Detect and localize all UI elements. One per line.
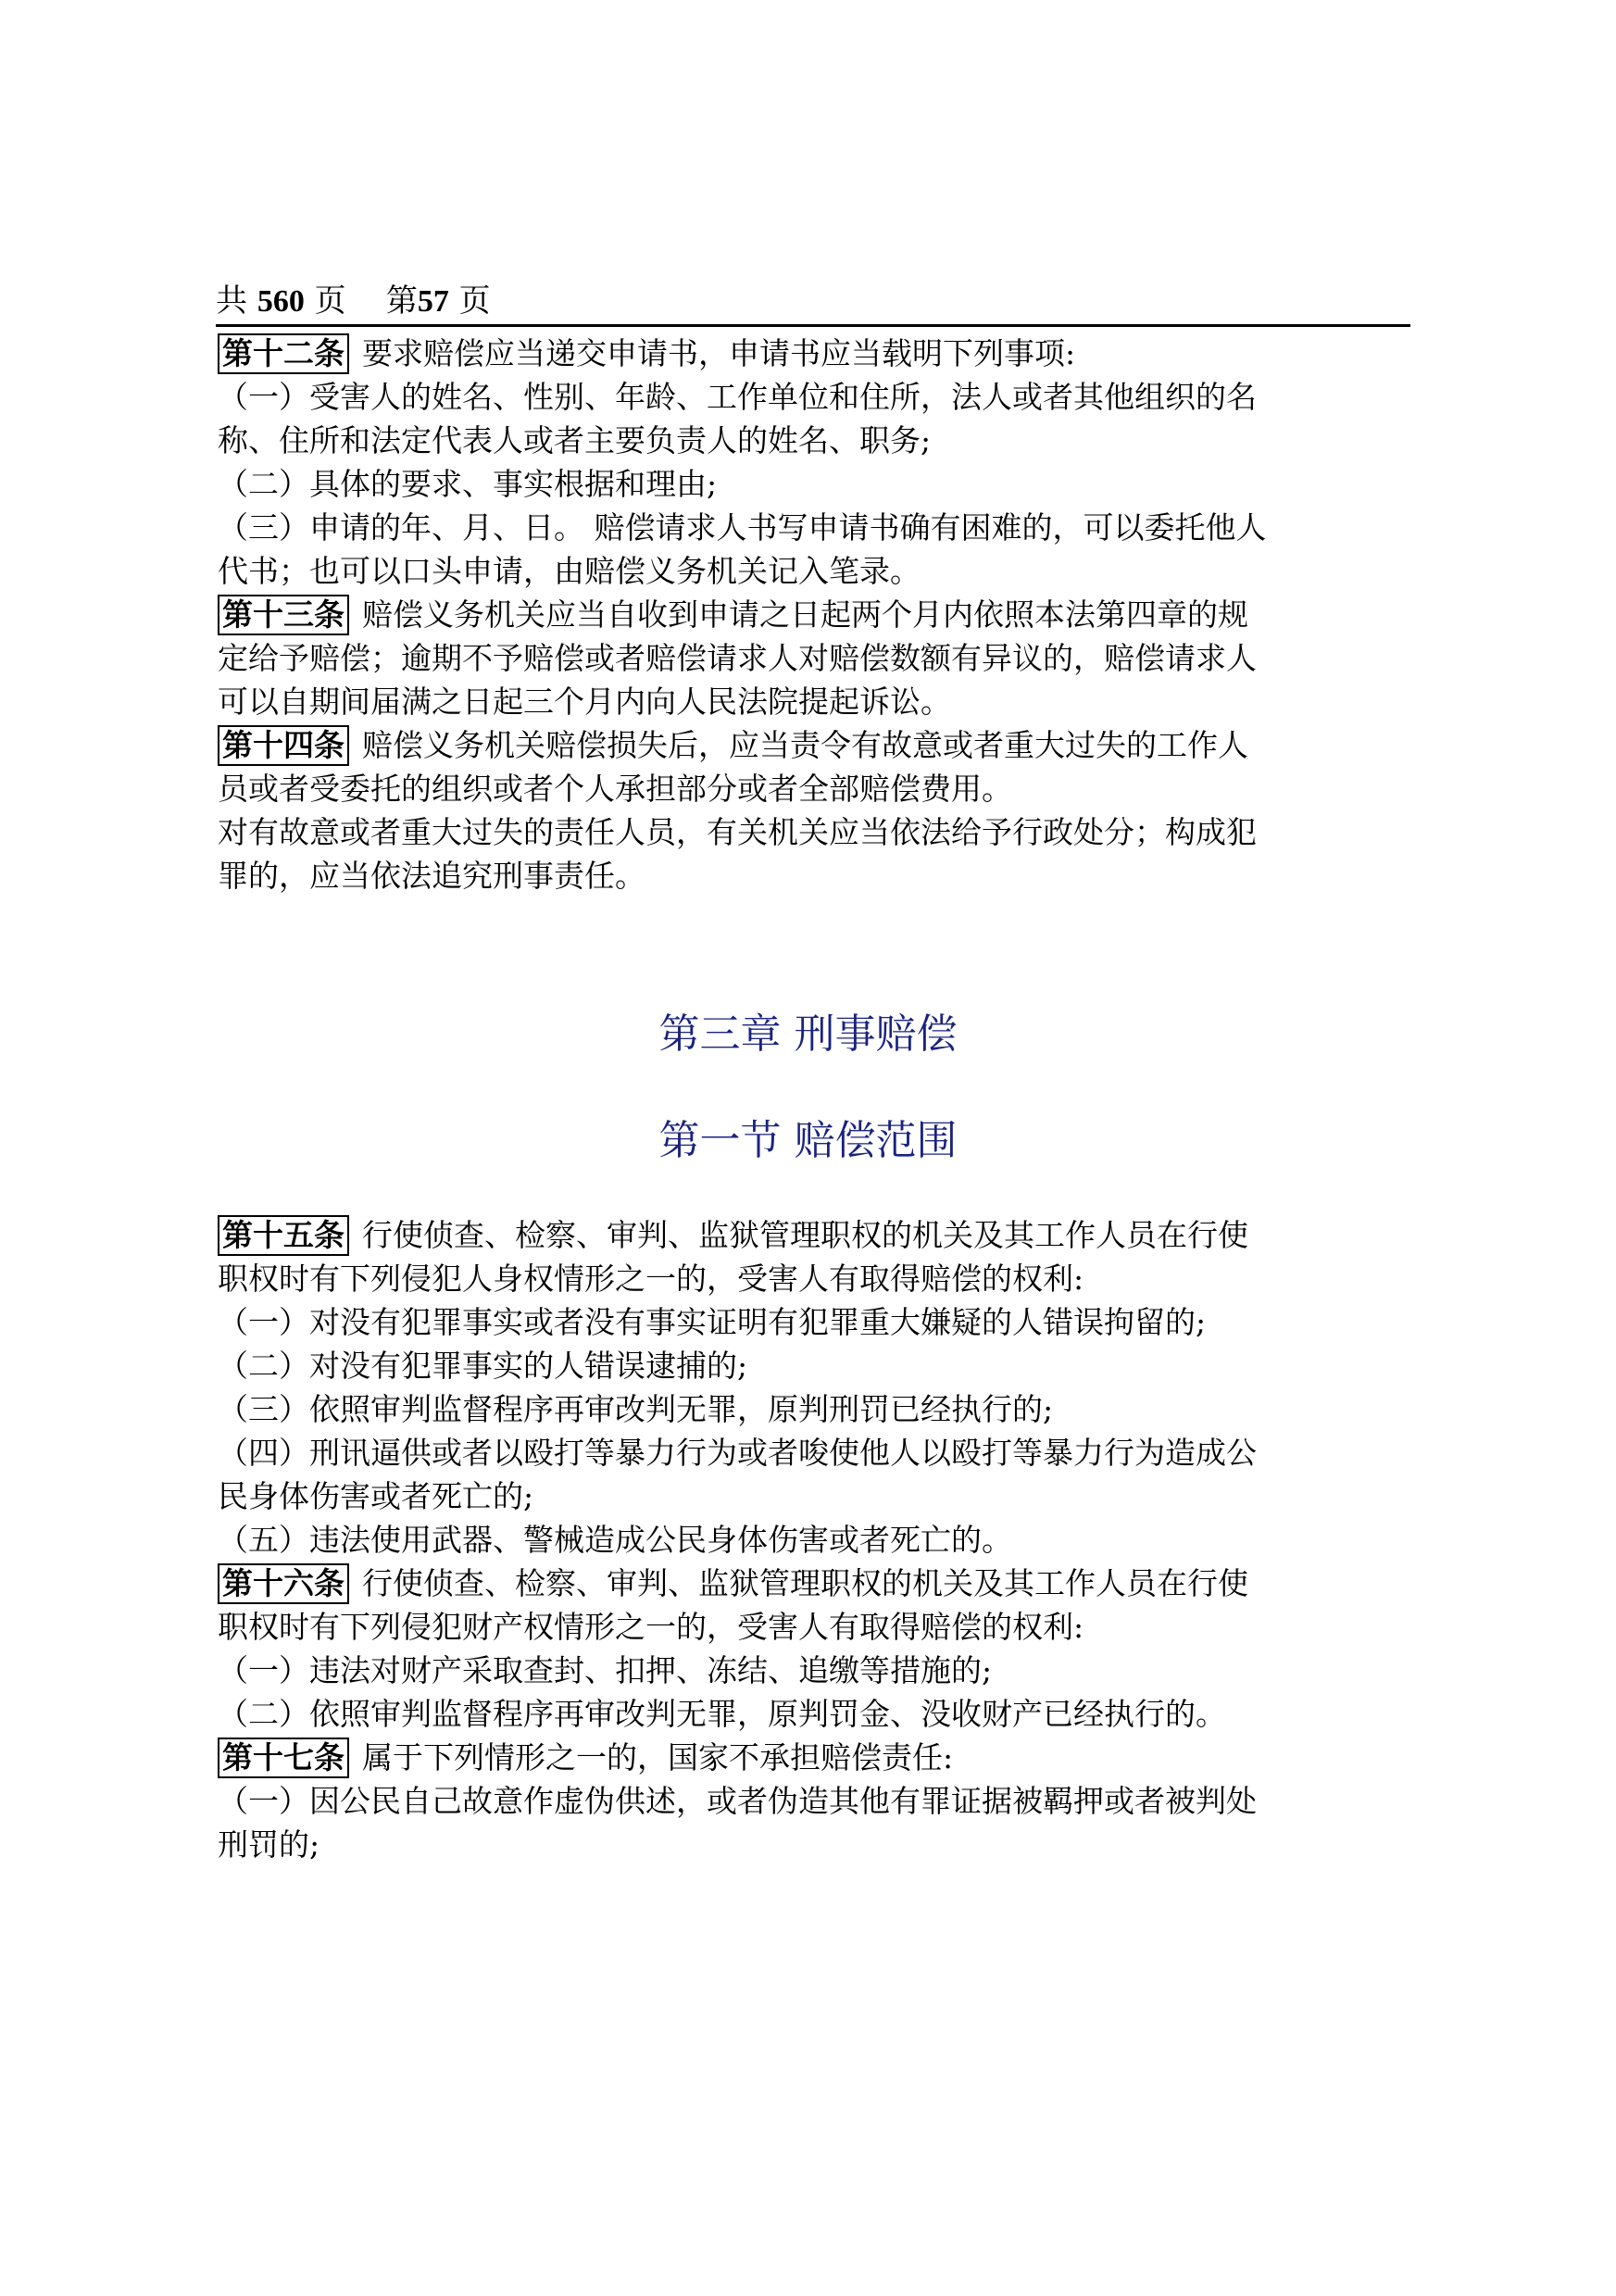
line-text: （三）申请的年、月、日。 赔偿请求人书写申请书确有困难的，可以委托他人 [218,509,1267,546]
text-line [218,680,1412,723]
text-line [218,636,1412,680]
line-text: 罪的，应当依法追究刑事责任。 [218,858,645,894]
article-line [218,1213,1412,1257]
text-line [218,549,1412,593]
text-block-1 [218,332,1412,897]
line-text: 员或者受委托的组织或者个人承担部分或者全部赔偿费用。 [218,771,1012,807]
current-page: 57 [417,284,449,319]
text-line [218,1300,1412,1344]
article-line [218,332,1412,375]
section-title: 第一节 赔偿范围 [658,1117,958,1164]
text-line [218,419,1412,462]
article-line [218,1736,1412,1779]
line-text: （一）对没有犯罪事实或者没有事实证明有犯罪重大嫌疑的人错误拘留的; [218,1304,1207,1340]
text-line [218,506,1412,549]
text-line [218,1823,1412,1866]
line-text: 要求赔偿应当递交申请书，申请书应当载明下列事项: [362,335,1076,371]
text-line [218,1779,1412,1823]
line-text: 刑罚的; [218,1826,320,1863]
article-number: 第十六条 [218,1563,349,1604]
line-text: （二）对没有犯罪事实的人错误逮捕的; [218,1348,748,1384]
text-line [218,854,1412,897]
line-text: （二）具体的要求、事实根据和理由; [218,466,718,502]
article-number: 第十七条 [218,1738,349,1778]
line-text: 属于下列情形之一的，国家不承担赔偿责任: [362,1739,954,1775]
total-pages: 560 [257,284,305,319]
article-number: 第十五条 [218,1215,349,1256]
document-body [218,332,1412,897]
line-text: （一）违法对财产采取查封、扣押、冻结、追缴等措施的; [218,1652,993,1688]
line-text: 可以自期间届满之日起三个月内向人民法院提起诉讼。 [218,684,951,720]
line-text: 对有故意或者重大过失的责任人员，有关机关应当依法给予行政处分；构成犯 [218,814,1257,850]
line-text: （五）违法使用武器、警械造成公民身体伤害或者死亡的。 [218,1522,1012,1558]
page-header [216,278,1410,327]
text-line [218,810,1412,854]
text-line [218,1387,1412,1431]
article-number: 第十三条 [218,595,349,635]
article-line [218,723,1412,767]
text-line [218,375,1412,419]
line-text: 定给予赔偿；逾期不予赔偿或者赔偿请求人对赔偿数额有异议的，赔偿请求人 [218,640,1257,676]
article-number: 第十二条 [218,333,349,374]
line-text: （二）依照审判监督程序再审改判无罪，原判罚金、没收财产已经执行的。 [218,1696,1226,1732]
total-pages-prefix: 共 [216,282,247,320]
line-text: （一）因公民自己故意作虚伪供述，或者伪造其他有罪证据被羁押或者被判处 [218,1783,1257,1819]
line-text: 民身体伤害或者死亡的; [218,1478,534,1514]
total-pages-suffix: 页 [314,282,346,320]
current-page-prefix: 第 [385,282,418,320]
line-text: （一）受害人的姓名、性别、年龄、工作单位和住所，法人或者其他组织的名 [218,379,1257,415]
text-line [218,1257,1412,1300]
line-text: 行使侦查、检察、审判、监狱管理职权的机关及其工作人员在行使 [362,1565,1248,1601]
document-body-2 [218,1213,1412,1866]
article-line [218,593,1412,636]
text-block-2 [218,1213,1412,1866]
line-text: 代书；也可以口头申请，由赔偿义务机关记入笔录。 [218,553,921,589]
text-line [218,1692,1412,1736]
text-line [218,1431,1412,1474]
line-text: 称、住所和法定代表人或者主要负责人的姓名、职务; [218,422,932,458]
chapter-title: 第三章 刑事赔偿 [658,1010,958,1058]
text-line [218,1344,1412,1387]
text-line [218,1605,1412,1649]
text-line [218,1518,1412,1562]
article-line [218,1562,1412,1605]
text-line [218,462,1412,506]
line-text: （三）依照审判监督程序再审改判无罪，原判刑罚已经执行的; [218,1391,1054,1427]
line-text: （四）刑讯逼供或者以殴打等暴力行为或者唆使他人以殴打等暴力行为造成公 [218,1435,1257,1471]
text-line [218,1474,1412,1518]
text-line [218,1649,1412,1692]
text-line [218,767,1412,810]
line-text: 赔偿义务机关赔偿损失后，应当责令有故意或者重大过失的工作人 [362,727,1248,763]
line-text: 行使侦查、检察、审判、监狱管理职权的机关及其工作人员在行使 [362,1217,1248,1253]
line-text: 职权时有下列侵犯人身权情形之一的，受害人有取得赔偿的权利: [218,1261,1084,1297]
line-text: 赔偿义务机关应当自收到申请之日起两个月内依照本法第四章的规 [362,596,1248,633]
article-number: 第十四条 [218,725,349,766]
line-text: 职权时有下列侵犯财产权情形之一的，受害人有取得赔偿的权利: [218,1609,1084,1645]
current-page-suffix: 页 [458,282,491,320]
